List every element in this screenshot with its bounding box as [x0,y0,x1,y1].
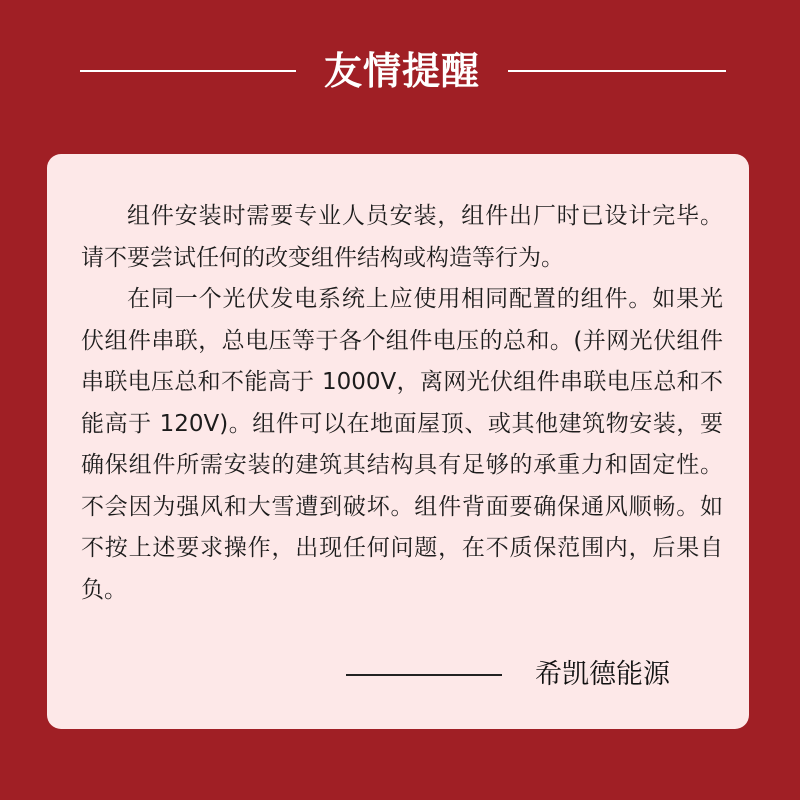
header [0,40,800,102]
notice-paragraph-1: 组件安装时需要专业人员安装，组件出厂时已设计完毕。请不要尝试任何的改变组件结构或构造等行为。 [81,203,723,271]
signature-line [346,674,502,676]
page-title: 友情提醒 [323,49,480,93]
notice-body [81,196,723,611]
notice-card [47,154,749,729]
signature: 希凯德能源 [535,659,670,690]
header-divider-right [508,70,726,72]
notice-paragraph-2: 在同一个光伏发电系统上应使用相同配置的组件。如果光伏组件串联，总电压等于各个组件电压的总和。(并网光伏组件串联电压总和不能高于 1000V，离网光伏组件串联电压总和不能高于 120V)。组件可以在地面屋顶、或其他建筑物安装，要确保组件所需安装的建筑其结构具有足够的承重力和固定性。不会因为强风和大雪遭到破坏。组件背面要确保通风顺畅。如不按上述要求操作，出现任何问题，在不质保范围内，后果自负。 [81,286,723,603]
header-divider-left [80,70,296,72]
